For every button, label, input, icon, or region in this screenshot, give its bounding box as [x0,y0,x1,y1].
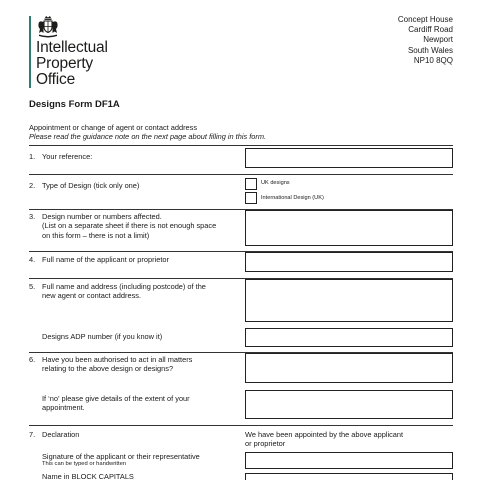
design-numbers-field[interactable] [245,210,453,246]
logo-line-3: Office [36,71,76,88]
label-line: We have been appointed by the above applicant [245,430,404,439]
signature-label: Signature of the applicant or their representative [42,452,200,461]
section-divider [29,425,453,426]
label-line: on this form – there is not a limit) [42,230,150,240]
your-reference-field[interactable] [245,148,453,168]
label-line: (List on a separate sheet if there is not enough space [42,221,217,231]
guidance-note: Please read the guidance note on the next page about filling in this form. [29,132,267,142]
address-line: Concept House [397,15,453,24]
section-number: 3. [29,212,36,221]
block-capitals-name-field[interactable] [245,473,453,480]
royal-coat-of-arms-icon [36,16,60,38]
authorised-answer-field[interactable] [245,353,453,383]
label-line: relating to the above design or designs? [42,364,174,374]
your-reference-label: Your reference: [42,152,93,161]
form-intro [29,123,266,141]
block-capitals-name-label: Name in BLOCK CAPITALS [42,472,134,480]
label-line: If ‘no’ please give details of the extent of your [42,394,190,403]
international-design-checkbox[interactable] [245,192,257,204]
logo-line-2: Property [36,55,93,72]
logo-line-1: Intellectual [36,39,108,56]
label-line: appointment. [42,403,85,413]
address-line: Cardiff Road [408,25,453,35]
logo-accent-bar [29,16,31,88]
address-line: Newport [423,35,453,45]
appointment-extent-label [42,394,190,413]
applicant-name-label: Full name of the applicant or proprietor [42,255,169,264]
design-numbers-label [42,212,216,240]
signature-field[interactable] [245,452,453,469]
section-divider [29,174,453,175]
signature-hint: This can be typed or handwritten [42,461,127,467]
form-title: Designs Form DF1A [29,99,120,110]
section-number: 6. [29,355,36,364]
section-number: 7. [29,430,36,439]
international-design-option-label: International Design (UK) [261,195,324,201]
adp-number-label: Designs ADP number (if you know it) [42,332,163,341]
agent-address-field[interactable] [245,279,453,322]
section-number: 1. [29,152,36,161]
adp-number-field[interactable] [245,328,453,347]
uk-designs-checkbox[interactable] [245,178,257,190]
applicant-name-field[interactable] [245,252,453,272]
agent-address-label [42,282,206,301]
label-line: Design number or numbers affected. [42,212,162,221]
declaration-statement [245,430,403,449]
intro-text: Appointment or change of agent or contact address [29,123,198,132]
declaration-label: Declaration [42,430,80,439]
logo-wordmark [36,40,108,88]
label-line: or proprietor [245,439,286,449]
label-line: Have you been authorised to act in all matters [42,355,193,364]
section-number: 5. [29,282,36,291]
section-divider [29,145,453,146]
address-line: South Wales [407,45,453,55]
label-line: Full name and address (including postcode) of the [42,282,206,291]
section-number: 2. [29,181,36,190]
label-line: new agent or contact address. [42,291,142,301]
uk-designs-option-label: UK designs [261,180,290,186]
section-number: 4. [29,255,36,264]
office-address [398,15,453,66]
appointment-extent-field[interactable] [245,390,453,419]
authorised-question-label [42,355,192,374]
design-type-label: Type of Design (tick only one) [42,181,140,190]
address-line: NP10 8QQ [413,55,453,65]
